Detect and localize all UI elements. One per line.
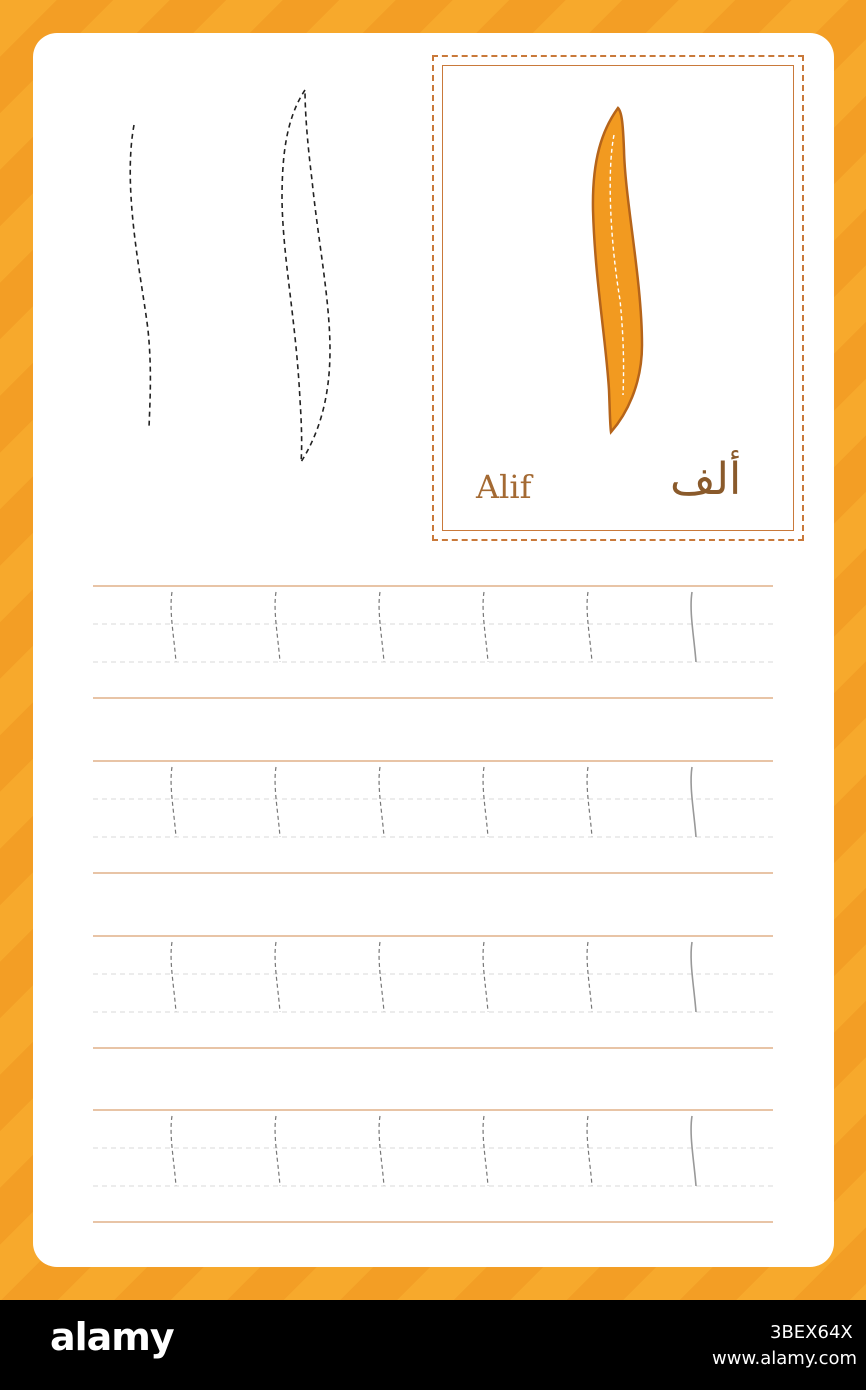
- watermark-image-id: 3BEX64X: [770, 1322, 853, 1343]
- practice-trace-stroke: [587, 767, 592, 837]
- practice-trace-stroke: [275, 767, 280, 837]
- practice-trace-stroke: [587, 942, 592, 1012]
- watermark-brand: alamy: [50, 1315, 174, 1359]
- practice-trace-stroke: [171, 942, 176, 1012]
- practice-trace-stroke: [379, 592, 384, 662]
- practice-trace-stroke: [275, 592, 280, 662]
- trace-stroke-single: [130, 125, 150, 428]
- letter-card-inner-border: [442, 65, 794, 531]
- practice-trace-stroke: [379, 1116, 384, 1186]
- practice-trace-stroke: [171, 767, 176, 837]
- practice-trace-stroke: [379, 942, 384, 1012]
- practice-trace-stroke: [171, 1116, 176, 1186]
- practice-trace-stroke: [587, 1116, 592, 1186]
- letter-latin-name: Alif: [476, 468, 532, 506]
- practice-trace-stroke: [483, 592, 488, 662]
- practice-trace-stroke: [275, 1116, 280, 1186]
- practice-trace-stroke: [171, 592, 176, 662]
- watermark-site: www.alamy.com: [712, 1348, 858, 1369]
- practice-trace-stroke: [483, 767, 488, 837]
- letter-arabic-name: ألف: [670, 454, 742, 505]
- practice-model-stroke: [691, 767, 696, 837]
- practice-model-stroke: [691, 942, 696, 1012]
- trace-stroke-outline: [282, 90, 330, 462]
- practice-trace-stroke: [483, 1116, 488, 1186]
- practice-model-stroke: [691, 592, 696, 662]
- practice-trace-stroke: [379, 767, 384, 837]
- practice-trace-stroke: [587, 592, 592, 662]
- practice-trace-stroke: [483, 942, 488, 1012]
- practice-trace-stroke: [275, 942, 280, 1012]
- practice-rows: [93, 586, 773, 1222]
- practice-model-stroke: [691, 1116, 696, 1186]
